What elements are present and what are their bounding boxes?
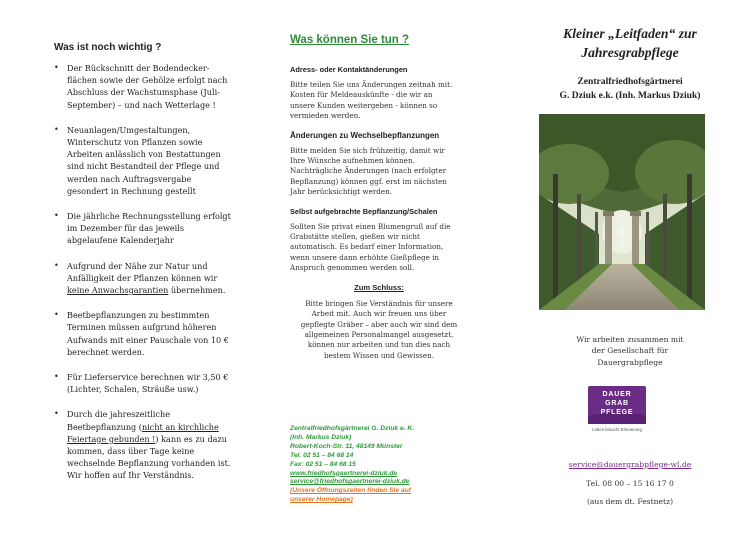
logo-word-2: GRAB (605, 400, 629, 407)
website-link[interactable]: www.friedhofsgaertnerei-dziuk.de (290, 469, 398, 477)
opening-hours-note: (Unsere Öffnungszeiten finden Sie auf (290, 487, 412, 495)
section-title: Selbst aufgebrachte Bepflanzung/Schalen (290, 206, 438, 216)
no-guarantee-text: keine Anwachsgarantien (67, 285, 169, 296)
logo-word-3: PFLEGE (600, 409, 634, 416)
company-name: Zentralfriedhofsgärtnerei G. Dziuk e.k. (Inh. Markus Dziuk) (559, 76, 701, 101)
opening-hours-note-2: unserer Homepage) (290, 496, 353, 504)
section-text: Bitte melden Sie sich frühzeitig, damit wir Ihre Wünsche aufnehmen können. Nachträgliche Änderungen (nach erfolgter Bepflanzung) können ggf. erst im nächsten Jahr berücksichtigt werden. (290, 145, 447, 197)
important-list (54, 62, 234, 482)
address-change-section (290, 65, 468, 122)
partner-text: Wir arbeiten zusammen mit der Gesellschaft für Dauergrabpflege (576, 335, 684, 367)
contact-company: Zentralfriedhofsgärtnerei G. Dziuk e. K. (290, 425, 415, 432)
cover-column (504, 0, 756, 534)
list-item: • Aufgrund der Nähe zur Natur und Anfälligkeit der Pflanzen können wir keine Anwachsgarantien übernehmen. (54, 260, 226, 296)
list-item: • Die jährliche Rechnungsstellung erfolgt im Dezember für das jeweils abgelaufene Kalenderjahr (54, 211, 231, 246)
phone-note: (aus dem dt. Festnetz) (586, 497, 674, 506)
list-item: • Neuanlagen/Umgestaltungen, Winterschutz von Pflanzen sowie Arbeiten anlässlich von Bestattungen sind nicht Bestandteil der Pflege und werden nach Auftragsvergabe gesondert in Rechnung gestellt (54, 124, 221, 196)
brochure-title: Kleiner „Leitfaden“ zur Jahresgrabpflege (563, 26, 697, 60)
section-text: Bitte teilen Sie uns Änderungen zeitnah mit. Kosten für Meldeauskünfte - die wir an unsere Kunden weitergeben - können so vermieden werden. (290, 80, 453, 121)
contact-block (290, 425, 480, 505)
logo-tagline: Leben braucht Erinnerung (592, 427, 642, 432)
contact-fax: Fax: 02 51 – 84 68 15 (290, 460, 356, 468)
contact-owner: (Inh. Markus Dziuk) (290, 433, 352, 441)
dauergrabpflege-logo (588, 386, 646, 424)
contact-tel: Tel. 02 51 – 84 68 14 (290, 451, 354, 459)
contact-address: Robert-Koch-Str. 11, 48149 Münster (290, 442, 403, 450)
list-item: • Beetbepflanzungen zu bestimmten Terminen müssen aufgrund höheren Aufwands mit einer Pauschale von 10 € berechnet werden. (54, 310, 229, 357)
logo-word-1: DAUER (602, 391, 632, 398)
list-item: • Der Rückschnitt der Bodendecker- flächen sowie der Gehölze erfolgt nach Abschluss der Wachstumsphase (Juli- September) – und nach Wetterlage ! (54, 63, 228, 110)
dauergrabpflege-email-link[interactable]: service@dauergrabpflege-wl.de (568, 460, 692, 469)
section-title: Adress- oder Kontaktänderungen (290, 65, 408, 74)
list-item: • Durch die jahreszeitliche Beetbepflanzung (nicht an kirchliche Feiertage gebunden !) kann es zu dazu kommen, dass über Tage keine wechselnde Bepflanzung vorhanden ist. Wir hoffen auf Ihr Verständnis. (54, 409, 231, 481)
email-link[interactable]: service@friedhofsgaertnerei-dziuk.de (290, 478, 410, 486)
section-text: Sollten Sie privat einen Blumengruß auf die Grabstätte stellen, gießen wir nicht automatisch. Es bedarf einer Information, wenn unsere dann erhöhte Gießpflege in Anspruch genommen werden soll. (290, 221, 451, 273)
important-heading: Was ist noch wichtig ? (54, 42, 162, 53)
list-item: • Für Lieferservice berechnen wir 3,50 € (Lichter, Schalen, Sträuße usw.) (54, 372, 229, 395)
planting-change-section (290, 131, 468, 198)
important-notes-column (0, 0, 252, 534)
what-you-can-do-heading: Was können Sie tun ? (290, 34, 410, 46)
cemetery-avenue-photo (539, 114, 705, 310)
section-title: Änderungen zu Wechselbepflanzungen (290, 130, 440, 140)
free-phone: Tel. 08 00 – 15 16 17 0 (586, 479, 674, 488)
conclusion-title: Zum Schluss: (354, 282, 404, 292)
self-planting-section (290, 207, 468, 274)
conclusion-text: Bitte bringen Sie Verständnis für unsere Arbeit mit. Auch wir freuen uns über gepflegte Gräber – aber auch wir sind dem allgemeinen Personalmangel ausgesetzt, können nur arbeiten und tun dies nach bestem Wissen und Gewissen. (300, 298, 458, 360)
